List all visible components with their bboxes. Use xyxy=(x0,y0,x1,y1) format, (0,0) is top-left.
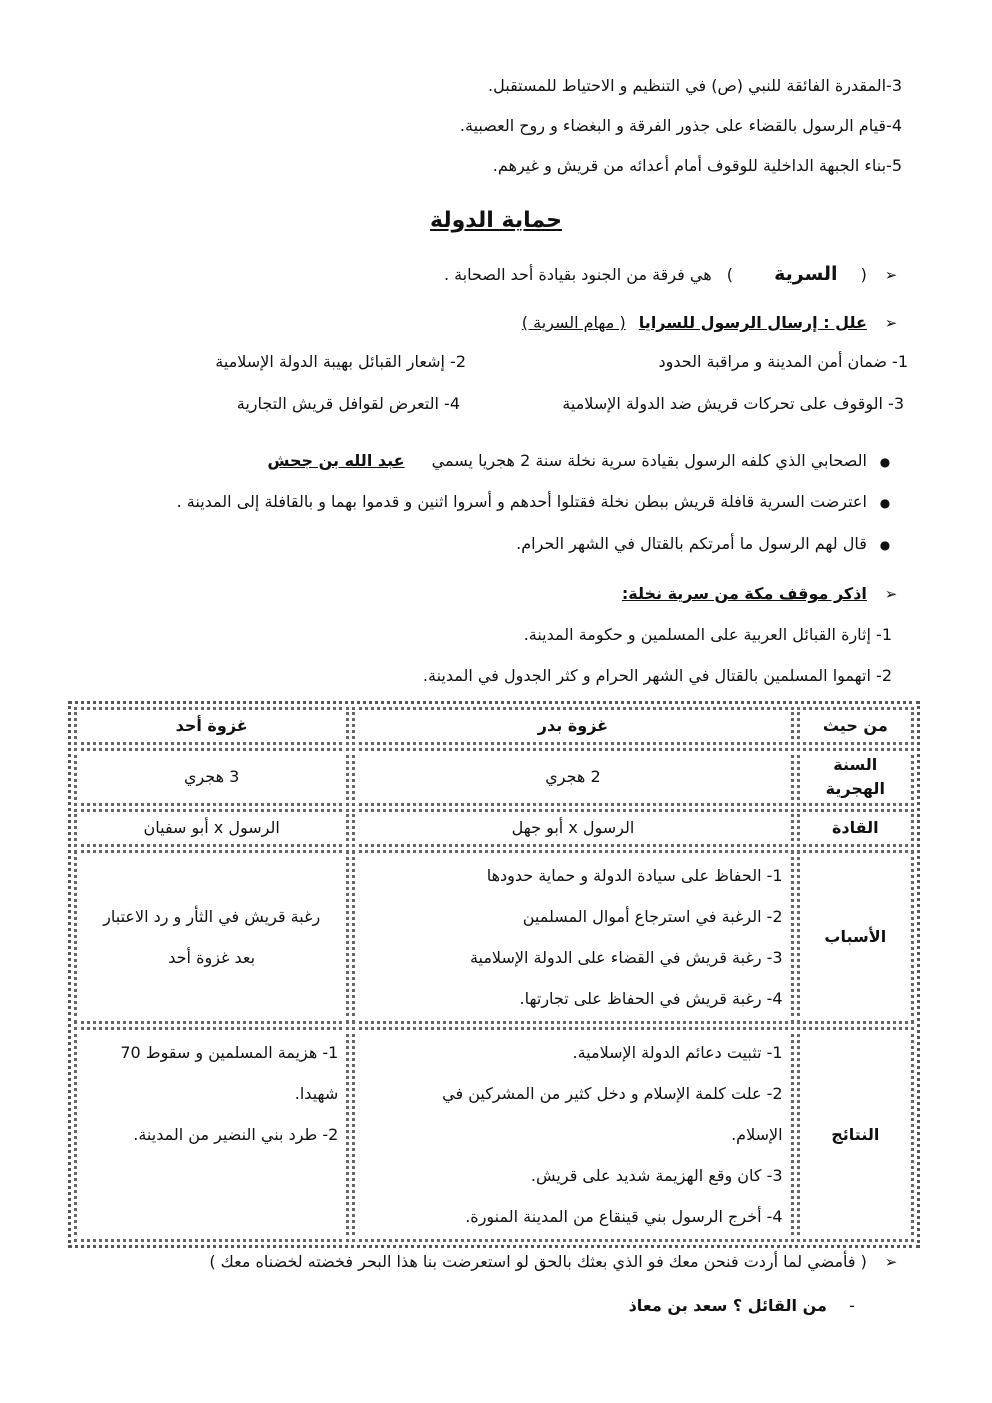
table-header-row xyxy=(74,707,914,745)
reason-label: علل : إرسال الرسول للسرايا xyxy=(638,313,867,332)
makkah-question-text: اذكر موقف مكة من سرية نخلة: xyxy=(621,584,867,603)
header-uhud: غزوة أحد xyxy=(74,707,349,745)
reason-item-3: 3- الوقوف على تحركات قريش ضد الدولة الإسلامية xyxy=(562,394,904,413)
uhud-cause: رغبة قريش في الثأر و رد الاعتبار xyxy=(103,907,321,926)
quote-answer-text: من القائل ؟ سعد بن معاذ xyxy=(628,1296,827,1315)
battles-comparison-table xyxy=(68,701,920,1248)
makkah-item-1: 1- إثارة القبائل العربية على المسلمين و حكومة المدينة. xyxy=(523,625,892,644)
table-row-leaders xyxy=(74,809,914,847)
intro-point-4: 4-قيام الرسول بالقضاء على جذور الفرقة و البغضاء و روح العصبية. xyxy=(459,116,902,135)
uhud-cause: بعد غزوة أحد xyxy=(168,948,256,967)
row-label-results: النتائج xyxy=(797,1027,914,1242)
badr-result: 2- علت كلمة الإسلام و دخل كثير من المشركين في xyxy=(442,1084,783,1103)
sariya-close-paren: ) xyxy=(726,265,733,284)
sariya-open-paren: ( xyxy=(860,265,867,284)
bullet-icon: ● xyxy=(879,496,891,510)
makkah-question xyxy=(622,582,902,606)
badr-result: الإسلام. xyxy=(731,1125,783,1144)
arrow-icon: ➢ xyxy=(884,585,898,603)
uhud-results xyxy=(74,1027,349,1242)
uhud-year: 3 هجري xyxy=(74,748,349,806)
badr-causes xyxy=(352,850,793,1024)
makkah-item-2: 2- اتهموا المسلمين بالقتال في الشهر الحرام و كثر الجدول في المدينة. xyxy=(422,666,892,685)
arrow-icon: ➢ xyxy=(884,1253,898,1271)
badr-result: 3- كان وقع الهزيمة شديد على قريش. xyxy=(530,1166,783,1185)
uhud-causes xyxy=(74,850,349,1024)
bullet-icon: ● xyxy=(879,455,891,469)
uhud-result: شهيدا. xyxy=(294,1084,339,1103)
reason-item-4: 4- التعرض لقوافل قريش التجارية xyxy=(236,394,460,413)
nakhla-bullet-1-text: الصحابي الذي كلفه الرسول بقيادة سرية نخلة سنة 2 هجريا يسمي xyxy=(431,451,867,470)
row-label-year: السنة الهجرية xyxy=(797,748,914,806)
quote-line xyxy=(209,1250,902,1274)
reason-heading xyxy=(522,311,902,335)
sariya-term: السرية xyxy=(774,263,838,285)
badr-results xyxy=(352,1027,793,1242)
badr-cause: 2- الرغبة في استرجاع أموال المسلمين xyxy=(522,907,783,926)
badr-year: 2 هجري xyxy=(352,748,793,806)
arrow-icon: ➢ xyxy=(884,266,898,284)
bullet-icon: ● xyxy=(879,538,891,552)
header-criterion: من حيث xyxy=(797,707,914,745)
badr-result: 4- أخرج الرسول بني قينقاع من المدينة المنورة. xyxy=(465,1207,783,1226)
quote-answer xyxy=(629,1294,862,1318)
nakhla-bullet-3-text: قال لهم الرسول ما أمرتكم بالقتال في الشهر الحرام. xyxy=(516,534,867,553)
uhud-result: 1- هزيمة المسلمين و سقوط 70 xyxy=(120,1043,339,1062)
section-title: حماية الدولة xyxy=(430,208,562,233)
nakhla-bullet-2-text: اعترضت السرية قافلة قريش ببطن نخلة فقتلوا أحدهم و أسروا اثنين و قدموا بهما و بالقافلة إلى المدينة . xyxy=(176,492,867,511)
badr-cause: 3- رغبة قريش في القضاء على الدولة الإسلامية xyxy=(469,948,783,967)
nakhla-bullet-1 xyxy=(267,449,898,474)
badr-leaders: الرسول x أبو جهل xyxy=(352,809,793,847)
abdullah-bin-jahsh: عبد الله بن جحش xyxy=(267,451,405,470)
sariya-definition-text: هي فرقة من الجنود بقيادة أحد الصحابة . xyxy=(443,265,712,284)
uhud-leaders: الرسول x أبو سفيان xyxy=(74,809,349,847)
table-row-year xyxy=(74,748,914,806)
table-row-results xyxy=(74,1027,914,1242)
sariya-definition xyxy=(444,262,902,287)
intro-point-3: 3-المقدرة الفائقة للنبي (ص) في التنظيم و الاحتياط للمستقبل. xyxy=(488,76,902,95)
reason-note: ( مهام السرية ) xyxy=(521,313,626,332)
intro-point-5: 5-بناء الجبهة الداخلية للوقوف أمام أعدائه من قريش و غيرهم. xyxy=(492,156,902,175)
badr-cause: 1- الحفاظ على سيادة الدولة و حماية حدودها xyxy=(486,866,783,885)
uhud-result: 2- طرد بني النضير من المدينة. xyxy=(133,1125,339,1144)
dash-marker: - xyxy=(849,1296,855,1315)
row-label-causes: الأسباب xyxy=(797,850,914,1024)
quote-text: ( فأمضي لما أردت فنحن معك فو الذي بعثك بالحق لو استعرضت بنا هذا البحر فخضته لخضناه معك ) xyxy=(209,1252,867,1271)
row-label-leaders: القادة xyxy=(797,809,914,847)
badr-cause: 4- رغبة قريش في الحفاظ على تجارتها. xyxy=(519,989,783,1008)
arrow-icon: ➢ xyxy=(884,314,898,332)
table-row-causes xyxy=(74,850,914,1024)
reason-item-2: 2- إشعار القبائل بهيبة الدولة الإسلامية xyxy=(215,352,466,371)
nakhla-bullet-2 xyxy=(177,490,898,515)
header-badr: غزوة بدر xyxy=(352,707,793,745)
reason-item-1: 1- ضمان أمن المدينة و مراقبة الحدود xyxy=(658,352,908,371)
nakhla-bullet-3 xyxy=(516,532,898,557)
badr-result: 1- تثبيت دعائم الدولة الإسلامية. xyxy=(572,1043,783,1062)
